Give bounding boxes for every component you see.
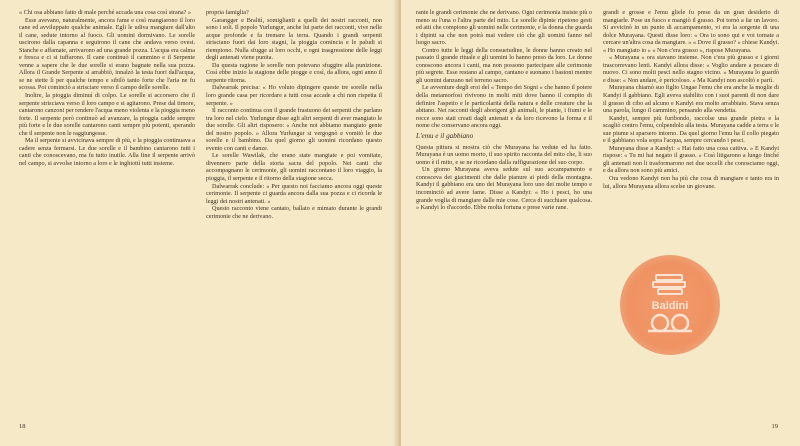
paragraph: Murayana chiamò suo figlio Ungae l'emu che era anche la moglie di Kandyi il gabbiano. Egli aveva stabilito con i suoi parenti di non dare il grasso di cibo ad alcuno e Kandyi era molto arrabbiato. Stava senza una parola, lungo il cammino, pensando alla vendetta. xyxy=(603,84,779,115)
left-page xyxy=(0,0,399,446)
paragraph: Ma il serpente si avvicinava sempre di più, e la pioggia continuava a cadere senza fermarsi. Le due sorelle e il bambino cantarono tutti i canti che conoscevano, ma fu tutto inutile. Alla fine il serpente arrivò nel campo, si avvolse intorno a loro e le inghiottì tutti insieme. xyxy=(19,137,195,167)
stamp-label: Baldini xyxy=(651,300,689,312)
right-page-column-1 xyxy=(416,9,592,414)
left-page-column-1 xyxy=(19,9,195,414)
paragraph: propria famiglia? xyxy=(206,9,249,16)
baldini-logo-icon xyxy=(642,271,698,339)
paragraph: « Chi osa abbiano fatto di male perché accada una cosa così strana? » xyxy=(19,9,191,16)
page-number-right: 19 xyxy=(771,423,778,430)
paragraph: Questa pittura si mostra ciò che Murayana ha vedute ed ha fatto. Murayana è un uomo morto, il suo spirito racconta del mito che, li suo uomo è il mito, e se ne ricordano dalla raffigurazione del suo corpo. xyxy=(416,143,592,166)
right-page-column-2 xyxy=(603,9,779,414)
section-heading: L'emu e il gabbiano xyxy=(416,131,474,140)
paragraph: Dalwarrak precisa: « Ho voluto dipingere queste tre sorelle nella loro grande casa per ricordare a tutti cosa accade a chi non rispetta il serpente. » xyxy=(206,84,382,107)
paragraph: Da questa ragione le sorelle non potevano sfuggire alla punizione. Così ebbe inizio la stagione delle piogge e così, da allora, ogni anno il serpente ritorna. xyxy=(206,61,382,84)
paragraph: Le sorelle Wawilak, che erano state mangiate e poi vomitate, divennero parte della storia sacra del popolo. Nei canti che accompagnano le cerimonie, gli uomini raccontano il loro viaggio, la pioggia, il serpente e il ritorno della stagione secca. xyxy=(206,152,382,183)
paragraph: grandi e grosse e l'emu gliele fu prese da un gran desiderio di mangiarle. Pose un fuoco e mangiò il grasso. Poi tornò a far un lavoro. Si avvicinò in un punto di accampamento, vi era la sorgente di una dolce Murayana. Questi disse loro: « Ora io sono qui e voi tornate a cercare un'altra cosa da mangiare. » « Dove il grasso? » chiese Kandyi. « Ho mangiato io » « Non c'era grasso », rispose Murayana. xyxy=(603,9,779,54)
paragraph: Il racconto continua con il grande frastuono dei serpenti che parlano tra loro nel cielo. Yurlungur disse agli altri serpenti di aver mangiato le due sorelle. Gli altri risposero: « Anche noi abbiamo mangiato gente del nostro popolo. » Allora Yurlungur si vergognò e vomitò le due sorelle e il bambino. Da quel giorno gli uomini ricordano questo evento con canti e danze. xyxy=(206,107,382,152)
right-page xyxy=(401,0,800,446)
paragraph: Murayana disse a Kandyi: « Hai fatto una cosa cattiva. » E Kandyi rispose: « Tu mi hai negato il grasso. » Così litigarono a lungo finché gli antenati non li trasformarono nei due uccelli che conosciamo oggi, e da allora non sono più amici. xyxy=(603,144,779,175)
paragraph: Ora vedono Kandyi non ha più che cosa di mangiare e tanto era in lui, allora Murayana allora scelse un giovane. xyxy=(603,175,779,190)
paragraph: « Murayana » ora stavano insieme. Non c'era più grasso e i giorni trascorrevano lenti. Kandyi allora disse: « Voglio andare a pescare di nuovo. Ci sono molti pesci nello stagno vicino. » Murayana lo guardò e disse: « Non andare, è pericoloso. » Ma Kandyi non ascoltò e partì. xyxy=(603,54,779,84)
paragraph: Un giorno Murayana aveva sedute sul suo accampamento e conosceva dei giacimenti che dalle pianure ai piedi della montagna. Kandyi il gabbiano era uno dei Murayana loro uno dei molte tempo e incominciò ad avere fame. Disse a Kandyi: « Ho i pesci, ho una grande voglia di mangiare dalle mie cose. Cerca di succhiare qualcosa. » Kandyi lo d'accordo. Ebbe molta fortuna e prese varie rane. xyxy=(416,166,592,212)
page-number-left: 18 xyxy=(19,423,26,430)
paragraph: Questo racconto viene cantato, ballato e mimato durante le grandi cerimonie che ne derivano. xyxy=(206,205,382,220)
paragraph: Garangger e Bralitì, somiglianti a quelli dei nostri racconti, non sono i soli. Il popolo Yurlungur, anche lui parte dei racconti, vive nelle acque profonde e fa tremare la terra. Quando i grandi serpenti strisciano fuori dai loro stagni, la pioggia comincia e le paludi si riempiono. Nulla sfugge ai loro occhi, e ogni trasgressione delle leggi degli antenati viene punita. xyxy=(206,16,382,62)
paragraph: Le avventure degli eroi del « Tempo dei Sogni » che hanno il potere della metamorfosi rivivono in molti miti dove hanno il compito di definire l'aspetto e le particolarità della natura e delle creature che la abitano. Nei racconti degli aborigeni gli animali, le piante, i fiumi e le rocce sono stati creati dagli antenati e da loro ricevono la forma e il nome che conservano ancora oggi. xyxy=(416,84,592,130)
left-page-column-2 xyxy=(206,9,382,414)
paragraph: Esse avevano, naturalmente, ancora fame e così mangiarono il loro cane ed avviluppato qualche animale. Egli le udiva mangiare dall'alto il cane, sedute intorno al fuoco. Gli uomini dormivano. Le sorelle uscirono dalla capanna e seguirono il cane che andava verso ovest. Stanche e affamate, arrivarono ad una grande pozza. L'acqua era calma e fresca e ci si tuffarono. Il cane continuò il cammino e il Serpente venne a sapere che le due sorelle si erano bagnate nella sua pozza. Allora il Grande Serpente si arrabbiò, innalzò la testa fuori dall'acqua, se ne stette lì per qualche tempo e sibilò tanto forte che l'aria ne fu scossa. Poi cominciò a strisciare verso il campo delle sorelle. xyxy=(19,16,195,92)
paragraph: rante le grandi cerimonie che ne derivano. Ogni cerimonia insiste più o meno su l'una o l'altra parte del mito. Le sorelle dipinte ripetono gesti ed atti che compiono gli uomini nelle cerimonie, e la donna che guarda i dipinti sa che non potrà mai vedere ciò che gli uomini fanno nel luogo sacro. xyxy=(416,9,592,47)
paragraph: Kandyi, sempre più furibondo, raccolse una grande pietra e la scagliò contro l'emu, colpendolo alla testa. Murayana cadde a terra e le sue piume si sparsero intorno. Da quel giorno l'emu ha il collo piegato e il gabbiano vola sopra l'acqua, sempre cercando i pesci. xyxy=(603,114,779,145)
paragraph: Contro tutte le leggi della consuetudine, le donne hanno creato nel passato il grande rituale e gli uomini lo hanno preso da loro. Le donne conoscono ancora i canti, ma non possono partecipare alle cerimonie più segrete. Esse restano al campo, cantano e suonano i bastoni mentre gli uomini danzano nel terreno sacro. xyxy=(416,46,592,84)
paragraph: Dalwarrak conclude: « Per questo noi facciamo ancora oggi queste cerimonie. Il serpente ci guarda ancora dalla sua pozza e ci ricorda le leggi dei nostri antenati. » xyxy=(206,182,382,205)
paragraph: Inoltre, la pioggia diminuì di colpo. Le sorelle si accorsero che il serpente strisciava verso il loro campo e si agitarono. Prese dal timore, cantarono canzoni per rendere l'acqua meno violenta e la pioggia meno forte. Il serpente però continuò ad avanzare, la pioggia cadde sempre più forte e le due sorelle cantarono canti sempre più potenti, sperando che il serpente non le raggiungesse. xyxy=(19,92,195,137)
library-stamp xyxy=(620,255,720,355)
